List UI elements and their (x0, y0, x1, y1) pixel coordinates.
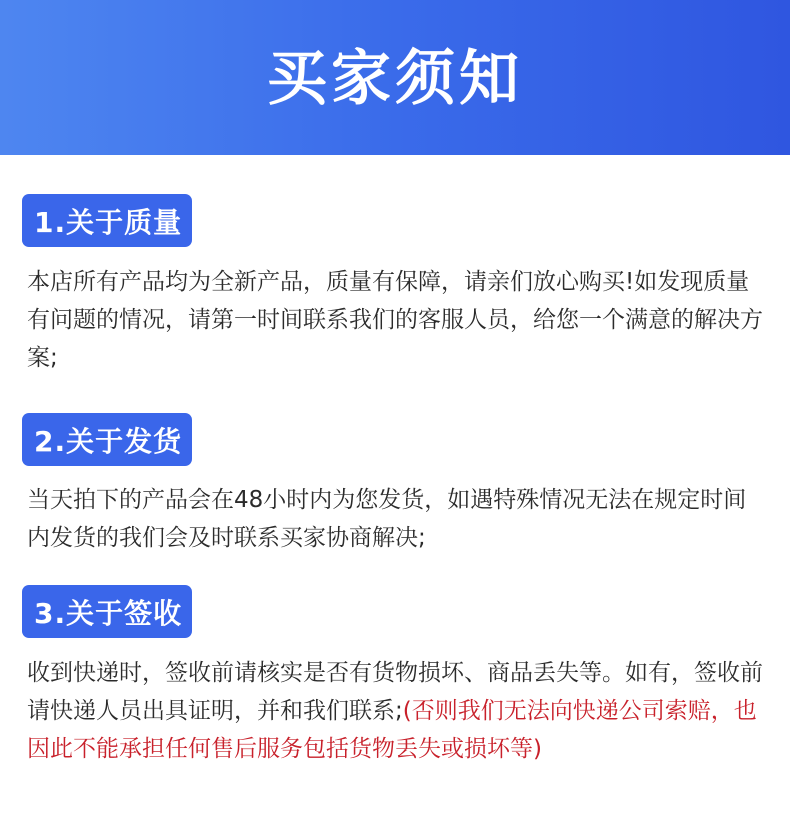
section-heading-receipt: 3.关于签收 (22, 585, 192, 638)
section-text-shipping: 当天拍下的产品会在48小时内为您发货，如遇特殊情况无法在规定时间内发货的我们会及时联系买家协商解决; (27, 487, 747, 551)
receipt-instructions: 收到快递时，签收前请核实是否有货物损坏、商品丢失等。如有，签收前请快递人员出具证明，并和我们联系; (27, 660, 763, 724)
section-heading-quality: 1.关于质量 (22, 194, 192, 247)
section-text-quality: 本店所有产品均为全新产品，质量有保障，请亲们放心购买!如发现质量有问题的情况，请第一时间联系我们的客服人员，给您一个满意的解决方案; (27, 269, 763, 371)
page-title: 买家须知 (267, 43, 523, 114)
receipt-disclaimer-note: (否则我们无法向快递公司索赔，也因此不能承担任何售后服务包括货物丢失或损坏等) (27, 698, 757, 762)
section-text-receipt (27, 654, 767, 768)
header-banner (0, 0, 790, 155)
section-heading-shipping: 2.关于发货 (22, 413, 192, 466)
